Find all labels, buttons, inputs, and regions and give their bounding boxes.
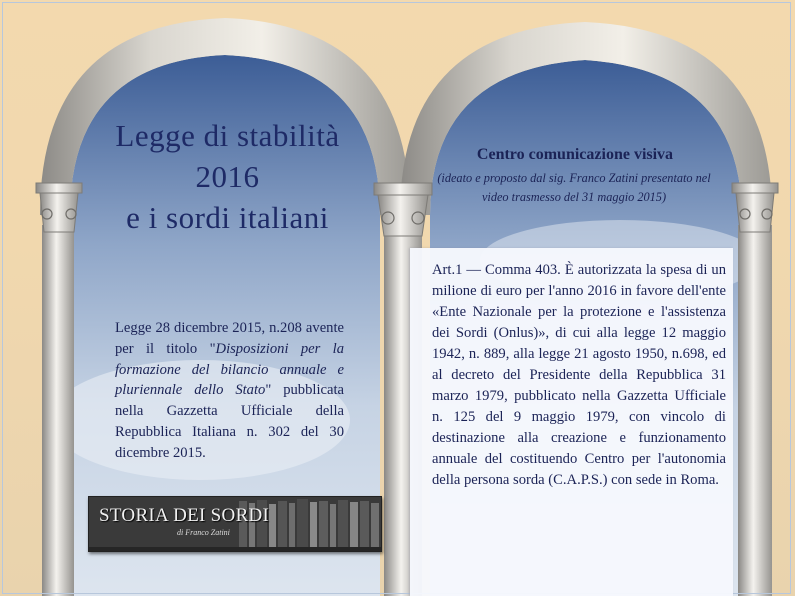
title-line-3: e i sordi italiani [126, 200, 329, 235]
logo-title: STORIA DEI SORDI [99, 505, 270, 526]
slide-title [100, 115, 355, 238]
law-text-part2: " pubblicata nella Gazzetta Ufficiale della Repubblica Italiana n. 302 del 30 dicembre 2015. [115, 382, 344, 461]
law-text-part1: Legge 28 dicembre 2015, n.208 avente per il titolo " [115, 320, 344, 357]
logo-subtitle: di Franco Zatini [177, 528, 230, 537]
title-line-1: Legge di stabilità [115, 118, 340, 153]
law-title-italic: Disposizioni per la formazione del bilancio annuale e pluriennale dello Stato [115, 340, 344, 399]
article-text: Art.1 — Comma 403. È autorizzata la spesa di un milione di euro per l'anno 2016 in favore dell'ente «Ente Nazionale per la protezione e l'assistenza dei Sordi (Onlus)», di cui alla legge 12 maggio 1942, n. 889, alla legge 21 agosto 1950, n.698, ed al decreto del Presidente della Repubblica 31 marzo 1979, pubblicato nella Gazzetta Ufficiale n. 125 del 9 maggio 1979, con vincolo di destinazione alla creazione e funzionamento annuale del costituendo Centro per l'autonomia della persona sorda (C.A.P.S.) con sede in Roma. [432, 262, 726, 488]
center-heading: Centro comunicazione visiva [476, 146, 674, 163]
article-panel [410, 248, 733, 596]
storia-dei-sordi-logo [88, 496, 382, 552]
center-subheading: (ideato e proposto dal sig. Franco Zatini presentato nel video trasmesso del 31 maggio 2015) [437, 171, 711, 204]
title-line-2: 2016 [195, 159, 260, 194]
law-reference-text [115, 318, 344, 464]
